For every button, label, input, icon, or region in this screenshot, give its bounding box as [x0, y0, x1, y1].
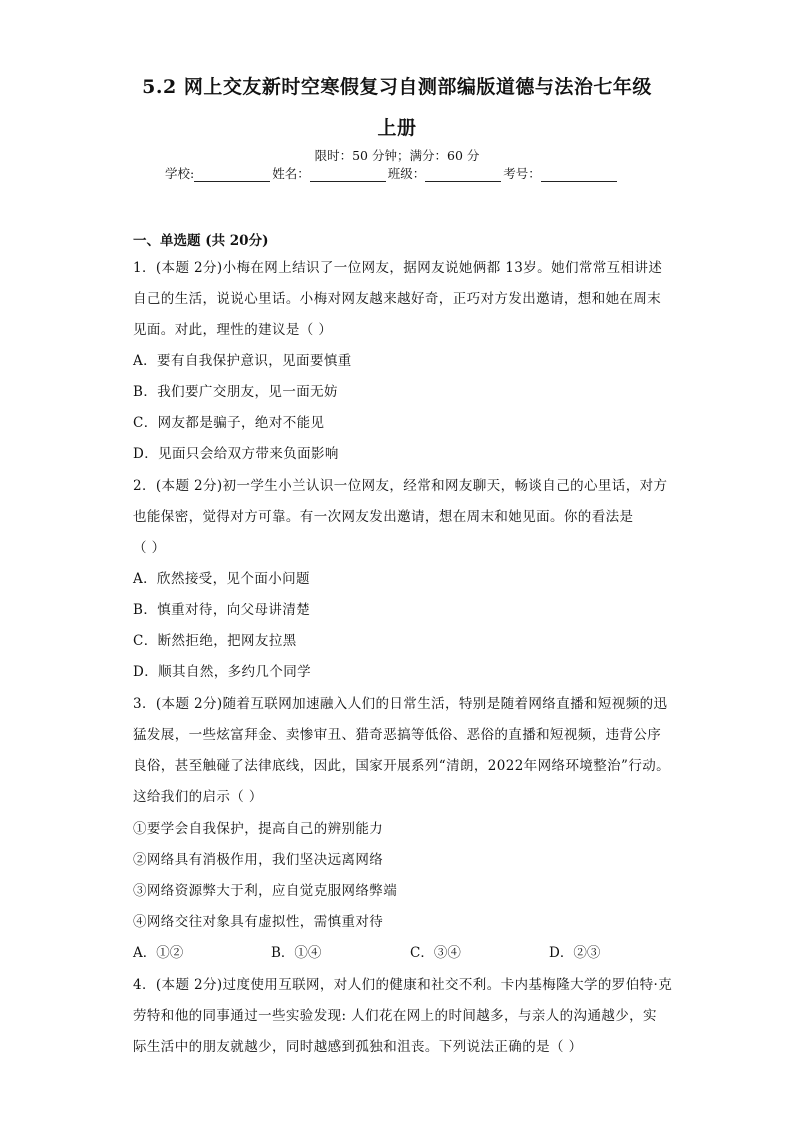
class-field — [388, 164, 504, 182]
question-2-text: （ ） — [133, 540, 166, 556]
question-1-option-b: B．我们要广交朋友，见一面无妨 — [133, 384, 338, 400]
question-1-option-a: A．要有自我保护意识，见面要慎重 — [133, 353, 352, 369]
question-2-option-d: D．顺其自然，多约几个同学 — [133, 664, 312, 680]
question-3-option-b: B．①④ — [271, 945, 322, 961]
question-4-text: 4．(本题 2分)过度使用互联网，对人们的健康和社交不利。卡内基梅隆大学的罗伯特·克 — [133, 977, 673, 993]
number-blank[interactable] — [541, 167, 617, 182]
school-field — [165, 164, 272, 182]
question-3-option-c: C．③④ — [410, 945, 461, 961]
question-3-option-a: A．①② — [133, 945, 184, 961]
question-3-option-d: D．②③ — [549, 945, 601, 961]
class-blank[interactable] — [425, 167, 501, 182]
student-info-row — [165, 164, 619, 182]
question-4-text: 际生活中的朋友就越少，同时越感到孤独和沮丧。下列说法正确的是（ ） — [133, 1039, 583, 1055]
question-3-statement-4: ④网络交往对象具有虚拟性，需慎重对待 — [133, 914, 384, 930]
class-label: 班级： — [387, 166, 426, 181]
question-2-option-c: C．断然拒绝，把网友拉黑 — [133, 633, 297, 649]
number-field — [503, 164, 619, 182]
question-1-text: 自己的生活，说说心里话。小梅对网友越来越好奇，正巧对方发出邀请，想和她在周末 — [133, 291, 662, 307]
question-3-statement-1: ①要学会自我保护，提高自己的辨别能力 — [133, 821, 384, 837]
question-4-text: 劳特和他的同事通过一些实验发现: 人们花在网上的时间越多，与亲人的沟通越少，实 — [133, 1008, 657, 1024]
question-3-text: 这给我们的启示（ ） — [133, 789, 263, 805]
question-2-option-a: A．欣然接受，见个面小问题 — [133, 571, 310, 587]
name-blank[interactable] — [310, 167, 386, 182]
question-3-text: 良俗，甚至触碰了法律底线，因此，国家开展系列“清朗，2022年网络环境整治”行动。 — [133, 758, 671, 774]
document-title-line-2: 上册 — [377, 117, 417, 139]
section-heading: 一、单选题 (共 20分) — [133, 233, 269, 249]
question-1-option-c: C．网友都是骗子，绝对不能见 — [133, 415, 325, 431]
number-label: 考号： — [503, 166, 541, 181]
school-label: 学校: — [165, 166, 195, 181]
question-2-text: 2．(本题 2分)初一学生小兰认识一位网友，经常和网友聊天，畅谈自己的心里话，对方 — [133, 478, 668, 494]
question-3-text: 猛发展，一些炫富拜金、卖惨审丑、猎奇恶搞等低俗、恶俗的直播和短视频，违背公序 — [133, 727, 662, 743]
school-blank[interactable] — [194, 167, 270, 182]
name-label: 姓名： — [272, 166, 310, 181]
question-2-text: 也能保密，觉得对方可靠。有一次网友发出邀请，想在周末和她见面。你的看法是 — [133, 509, 634, 525]
time-score-limits: 限时：50 分钟；满分：60 分 — [314, 148, 480, 163]
document-title-line-1: 5.2 网上交友新时空寒假复习自测部编版道德与法治七年级 — [142, 76, 652, 98]
question-3-statement-2: ②网络具有消极作用，我们坚决远离网络 — [133, 852, 384, 868]
question-1-text: 见面。对此，理性的建议是（ ） — [133, 322, 333, 338]
question-1-text: 1．(本题 2分)小梅在网上结识了一位网友，据网友说她俩都 13岁。她们常常互相讲述 — [133, 260, 663, 276]
question-1-option-d: D．见面只会给双方带来负面影响 — [133, 446, 339, 462]
question-3-text: 3．(本题 2分)随着互联网加速融入人们的日常生活，特别是随着网络直播和短视频的迅 — [133, 696, 668, 712]
question-3-statement-3: ③网络资源弊大于利，应自觉克服网络弊端 — [133, 883, 398, 899]
question-2-option-b: B．慎重对待，向父母讲清楚 — [133, 602, 311, 618]
name-field — [272, 164, 388, 182]
